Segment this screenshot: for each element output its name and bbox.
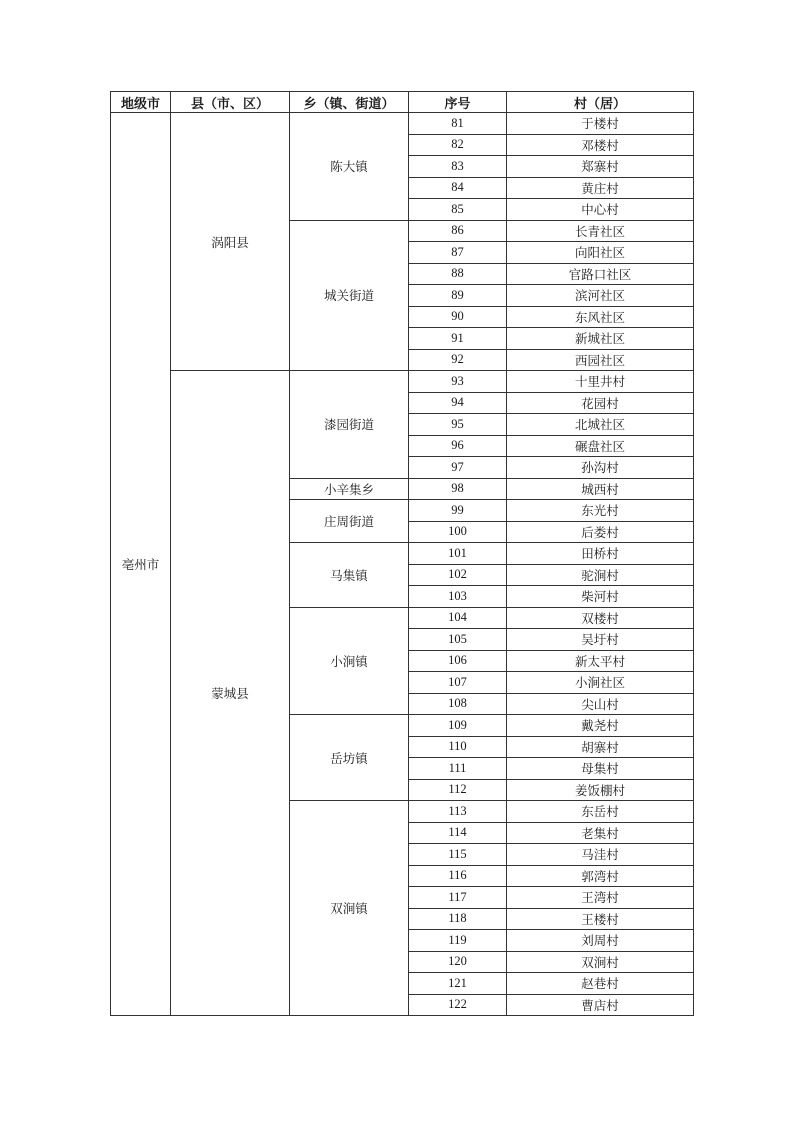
village-cell: 曹店村: [507, 994, 694, 1016]
village-cell: 向阳社区: [507, 242, 694, 264]
village-cell: 小涧社区: [507, 672, 694, 694]
seq-cell: 82: [409, 134, 507, 156]
seq-cell: 116: [409, 865, 507, 887]
seq-cell: 89: [409, 285, 507, 307]
seq-cell: 114: [409, 822, 507, 844]
seq-cell: 83: [409, 156, 507, 178]
seq-cell: 87: [409, 242, 507, 264]
seq-cell: 110: [409, 736, 507, 758]
village-cell: 长青社区: [507, 220, 694, 242]
seq-cell: 90: [409, 306, 507, 328]
seq-cell: 107: [409, 672, 507, 694]
village-cell: 田桥村: [507, 543, 694, 565]
village-cell: 双楼村: [507, 607, 694, 629]
seq-cell: 104: [409, 607, 507, 629]
header-county: 县（市、区）: [171, 92, 290, 113]
seq-cell: 92: [409, 349, 507, 371]
seq-cell: 99: [409, 500, 507, 522]
village-cell: 中心村: [507, 199, 694, 221]
village-cell: 柴河村: [507, 586, 694, 608]
village-cell: 西园社区: [507, 349, 694, 371]
town-cell: 小涧镇: [290, 607, 409, 715]
header-seq: 序号: [409, 92, 507, 113]
town-cell: 庄周街道: [290, 500, 409, 543]
village-cell: 官路口社区: [507, 263, 694, 285]
town-cell: 双涧镇: [290, 801, 409, 1016]
seq-cell: 100: [409, 521, 507, 543]
seq-cell: 93: [409, 371, 507, 393]
village-cell: 吴圩村: [507, 629, 694, 651]
village-list-table: [110, 91, 694, 1016]
seq-cell: 105: [409, 629, 507, 651]
seq-cell: 115: [409, 844, 507, 866]
village-cell: 黄庄村: [507, 177, 694, 199]
village-cell: 孙沟村: [507, 457, 694, 479]
village-cell: 刘周村: [507, 930, 694, 952]
village-cell: 胡寨村: [507, 736, 694, 758]
seq-cell: 85: [409, 199, 507, 221]
seq-cell: 109: [409, 715, 507, 737]
seq-cell: 120: [409, 951, 507, 973]
village-cell: 花园村: [507, 392, 694, 414]
seq-cell: 101: [409, 543, 507, 565]
village-cell: 王楼村: [507, 908, 694, 930]
village-cell: 十里井村: [507, 371, 694, 393]
village-cell: 新城社区: [507, 328, 694, 350]
seq-cell: 103: [409, 586, 507, 608]
village-cell: 后娄村: [507, 521, 694, 543]
seq-cell: 122: [409, 994, 507, 1016]
city-cell: 亳州市: [111, 113, 171, 1016]
village-cell: 东岳村: [507, 801, 694, 823]
seq-cell: 102: [409, 564, 507, 586]
village-cell: 马洼村: [507, 844, 694, 866]
town-cell: 陈大镇: [290, 113, 409, 221]
town-cell: 漆园街道: [290, 371, 409, 479]
village-cell: 新太平村: [507, 650, 694, 672]
seq-cell: 119: [409, 930, 507, 952]
village-cell: 东风社区: [507, 306, 694, 328]
table-row: [111, 113, 694, 135]
seq-cell: 112: [409, 779, 507, 801]
village-cell: 驼涧村: [507, 564, 694, 586]
village-cell: 双涧村: [507, 951, 694, 973]
village-cell: 邓楼村: [507, 134, 694, 156]
village-cell: 城西村: [507, 478, 694, 500]
village-cell: 尖山村: [507, 693, 694, 715]
town-cell: 小辛集乡: [290, 478, 409, 500]
seq-cell: 88: [409, 263, 507, 285]
seq-cell: 97: [409, 457, 507, 479]
seq-cell: 118: [409, 908, 507, 930]
seq-cell: 86: [409, 220, 507, 242]
village-cell: 滨河社区: [507, 285, 694, 307]
header-row: [111, 92, 694, 113]
village-cell: 母集村: [507, 758, 694, 780]
seq-cell: 95: [409, 414, 507, 436]
table-body: [111, 113, 694, 1016]
header-village: 村（居）: [507, 92, 694, 113]
town-cell: 岳坊镇: [290, 715, 409, 801]
seq-cell: 117: [409, 887, 507, 909]
seq-cell: 91: [409, 328, 507, 350]
seq-cell: 111: [409, 758, 507, 780]
village-cell: 王湾村: [507, 887, 694, 909]
village-cell: 戴尧村: [507, 715, 694, 737]
header-town: 乡（镇、街道）: [290, 92, 409, 113]
town-cell: 城关街道: [290, 220, 409, 371]
seq-cell: 106: [409, 650, 507, 672]
seq-cell: 96: [409, 435, 507, 457]
seq-cell: 98: [409, 478, 507, 500]
village-cell: 于楼村: [507, 113, 694, 135]
seq-cell: 94: [409, 392, 507, 414]
village-cell: 赵巷村: [507, 973, 694, 995]
village-cell: 东光村: [507, 500, 694, 522]
header-city: 地级市: [111, 92, 171, 113]
county-cell: 蒙城县: [171, 371, 290, 1016]
seq-cell: 113: [409, 801, 507, 823]
county-cell: 涡阳县: [171, 113, 290, 371]
village-cell: 郭湾村: [507, 865, 694, 887]
seq-cell: 108: [409, 693, 507, 715]
village-cell: 姜饭棚村: [507, 779, 694, 801]
town-cell: 马集镇: [290, 543, 409, 608]
seq-cell: 121: [409, 973, 507, 995]
village-cell: 碾盘社区: [507, 435, 694, 457]
seq-cell: 84: [409, 177, 507, 199]
seq-cell: 81: [409, 113, 507, 135]
table-row: [111, 371, 694, 393]
village-cell: 郑寨村: [507, 156, 694, 178]
village-cell: 北城社区: [507, 414, 694, 436]
village-cell: 老集村: [507, 822, 694, 844]
